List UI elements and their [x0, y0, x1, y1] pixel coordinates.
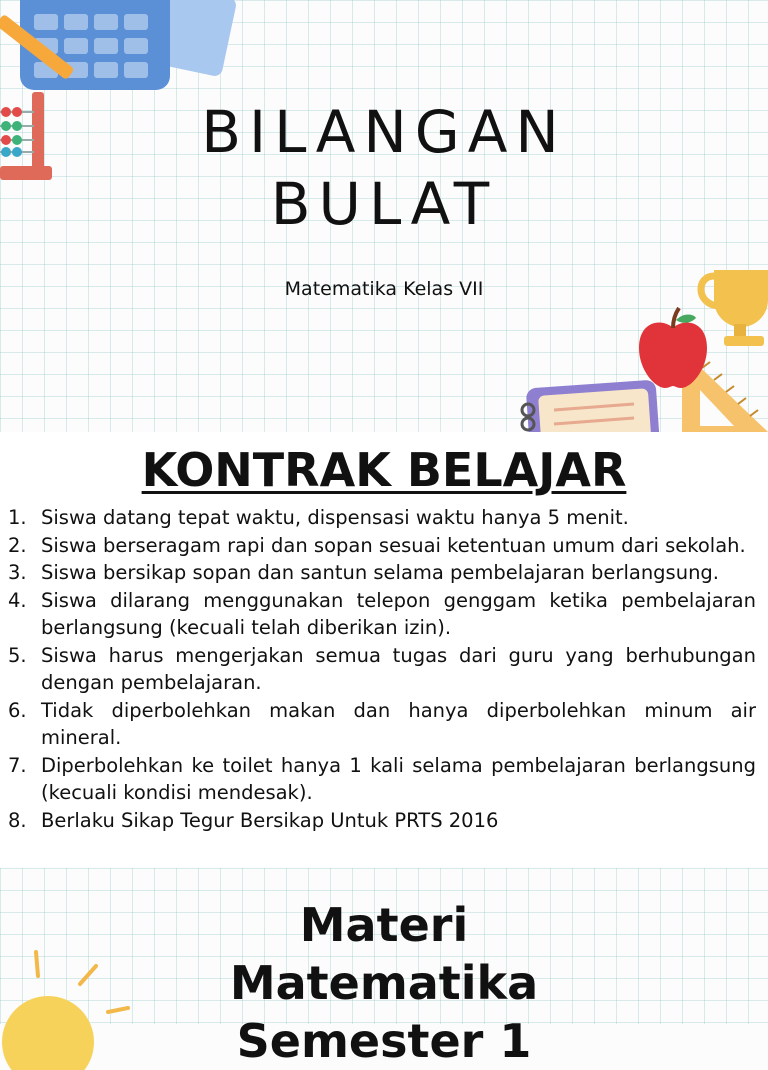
rule-number: 6.	[8, 698, 27, 722]
rule-text: Tidak diperbolehkan makan dan hanya diperbolehkan minum air mineral.	[41, 698, 756, 749]
rule-number: 5.	[8, 643, 27, 667]
rule-item	[4, 697, 756, 752]
rule-item	[4, 559, 756, 587]
apple-icon	[636, 306, 710, 390]
calculator-icon	[0, 0, 240, 100]
rule-item	[4, 642, 756, 697]
materi-line-1: Materi	[299, 898, 469, 952]
rule-number: 2.	[8, 533, 27, 557]
title-slide	[0, 0, 768, 432]
contract-slide	[0, 432, 768, 868]
rule-text: Siswa bersikap sopan dan santun selama pembelajaran berlangsung.	[41, 561, 720, 584]
slide-subtitle: Matematika Kelas VII	[284, 278, 484, 300]
rule-item	[4, 807, 756, 835]
rule-item	[4, 587, 756, 642]
rule-text: Siswa datang tepat waktu, dispensasi waktu hanya 5 menit.	[41, 506, 629, 529]
materi-line-2: Matematika	[229, 956, 539, 1010]
title-line-1: BILANGAN	[201, 98, 567, 166]
title-line-2: BULAT	[270, 170, 498, 238]
rule-item	[4, 752, 756, 807]
rule-item	[4, 532, 756, 560]
rule-text: Siswa dilarang menggunakan telepon genggam ketika pembelajaran berlangsung (kecuali telah diberikan izin).	[41, 588, 756, 639]
rule-number: 3.	[8, 561, 27, 584]
materi-slide	[0, 868, 768, 1068]
contract-heading: KONTRAK BELAJAR	[141, 443, 627, 497]
rule-number: 7.	[8, 753, 27, 777]
rule-text: Diperbolehkan ke toilet hanya 1 kali selama pembelajaran berlangsung (kecuali kondisi mendesak).	[41, 753, 756, 804]
slide-title	[0, 96, 768, 240]
rules-list	[4, 504, 756, 860]
rule-number: 1.	[8, 506, 27, 529]
rule-number: 4.	[8, 588, 27, 612]
rule-number: 8.	[8, 808, 27, 832]
rule-text: Siswa harus mengerjakan semua tugas dari guru yang berhubungan dengan pembelajaran.	[41, 643, 756, 694]
rule-text: Berlaku Sikap Tegur Bersikap Untuk PRTS 2016	[41, 808, 499, 832]
rule-text: Siswa berseragam rapi dan sopan sesuai ketentuan umum dari sekolah.	[41, 533, 746, 557]
rule-item	[4, 504, 756, 532]
materi-line-3: Semester 1	[236, 1014, 532, 1068]
materi-title	[0, 896, 768, 1070]
